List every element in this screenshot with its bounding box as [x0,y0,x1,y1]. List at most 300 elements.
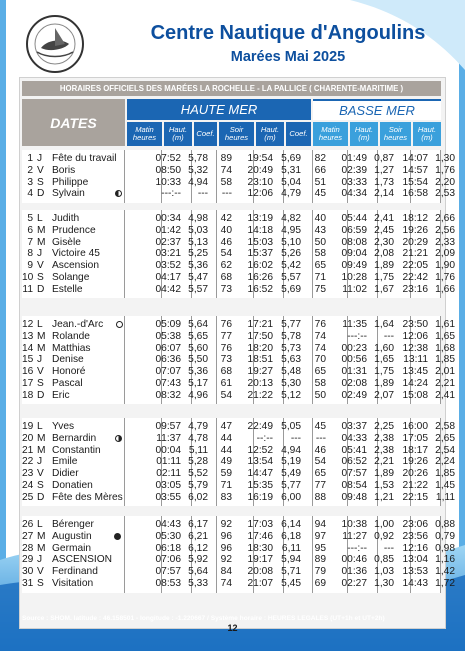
tide-value: 1,16 [435,554,455,566]
tide-value: 4,79 [188,421,208,432]
source-note: Source : SHOM. latitude : 46.158501 - longitude : -1.220667 / Système horaire : HEURES LEGALES (UT+1h et UT+2h) [22,615,385,622]
tide-value: 04:33 [341,432,367,444]
day-number: 17 [22,377,34,389]
tide-value: 20:08 [247,566,273,577]
tide-value: 05:44 [341,213,367,224]
tide-row [22,176,455,189]
day-number: 1 [27,153,33,164]
saint-name: Bérenger [52,519,94,530]
tide-row [22,530,455,543]
tide-value: 6,00 [281,491,301,503]
tide-row [22,542,455,555]
tide-value: 17:21 [247,319,273,330]
day-number: 25 [22,491,34,503]
tide-value: 09:57 [155,421,181,432]
tide-value: 10:38 [341,519,367,530]
weekday-letter: M [37,542,46,554]
tide-value: 07:07 [155,366,181,377]
tide-value: 14:18 [247,224,273,236]
tide-value: 2,45 [374,224,394,236]
tide-value: 03:37 [341,421,367,432]
tide-value: 05:09 [155,319,181,330]
weekday-letter: V [37,468,44,479]
tide-value: 6,12 [188,542,208,554]
tide-value: 13:04 [402,554,428,566]
tide-value: 1,68 [435,342,455,354]
saint-name: Solange [52,271,90,283]
tide-value: 22:49 [247,421,273,432]
day-number: 2 [27,164,33,176]
tide-value: 23:50 [402,319,428,330]
tide-value: 13:11 [403,354,428,366]
tide-row [22,330,455,343]
tide-value: 23:56 [402,530,428,542]
saint-name: Visitation [52,577,94,589]
weekday-letter: M [37,236,46,248]
tide-value: 5,71 [281,566,301,577]
tide-value: 62 [220,260,232,271]
tide-row [22,153,455,165]
tide-value: 4,96 [188,389,208,401]
tide-value: 0,87 [374,153,394,164]
tide-value: 82 [314,153,326,164]
tide-value: 18:30 [247,542,273,554]
tide-value: 2,38 [374,444,394,456]
tide-value: 14:43 [402,577,428,589]
hm-coef-header: Coef. [194,122,217,146]
tide-value: 15:54 [402,176,428,188]
day-number: 21 [22,444,34,456]
tide-value: 5,25 [188,248,208,260]
tide-value: 12:06 [247,188,273,200]
tide-value: 5,36 [188,260,208,271]
tide-row [22,188,455,200]
tide-value: 16:19 [247,491,273,503]
hm-haut2-header: Haut. (m) [256,122,284,146]
saint-name: Emile [52,456,78,468]
day-number: 14 [22,342,34,354]
tide-value: 1,73 [374,176,394,188]
tide-value: 15:08 [402,389,428,401]
tide-value: 6,02 [188,491,208,503]
tide-value: 96 [220,542,232,554]
day-number: 30 [22,566,34,577]
tide-row [22,260,455,272]
tide-value: 44 [220,444,232,456]
tide-value: 09:04 [341,248,367,260]
weekday-letter: S [37,479,44,491]
tide-value: 5,78 [281,330,301,342]
day-number: 9 [27,260,33,271]
tide-value: 49 [220,456,232,468]
tide-row [22,319,455,331]
tide-row [22,354,455,366]
tide-value: 23:06 [402,519,428,530]
tide-value: 00:34 [155,213,181,224]
tide-value: 17:03 [247,519,273,530]
tide-value: 50 [314,389,326,401]
tide-value: 40 [314,213,326,224]
tide-value: 89 [220,153,232,164]
weekday-letter: J [37,153,43,164]
tide-value: 2,41 [435,389,455,401]
tide-value: 1,27 [374,164,394,176]
tide-row [22,283,455,296]
tide-value: 14:47 [247,468,273,479]
tide-value: 54 [314,456,326,468]
tide-value: 4,95 [281,224,301,236]
tide-value: 06:59 [341,224,367,236]
tide-value: 5,13 [188,236,208,248]
tide-value: 95 [314,542,326,554]
tide-row [22,271,455,284]
tide-value: ---:-- [347,542,367,554]
tide-value: 10:33 [155,176,181,188]
tide-row [22,224,455,237]
tide-value: 46 [314,444,326,456]
tide-value: 1,61 [435,319,455,330]
tide-value: 5,28 [188,456,208,468]
day-number: 18 [22,389,34,401]
tide-value: 22:42 [402,271,428,283]
tide-value: 4,94 [188,176,208,188]
tide-value: 5,03 [188,224,208,236]
tide-value: 2,24 [435,456,455,468]
tide-value: 13:53 [402,566,428,577]
tide-value: 43 [314,224,326,236]
day-number: 20 [22,432,34,444]
tide-value: 5,92 [188,554,208,566]
tide-value: 5,77 [281,479,301,491]
tide-value: 02:08 [341,377,367,389]
tide-value: 1,21 [374,491,394,503]
tide-value: 5,49 [281,468,301,479]
tide-value: 73 [220,354,232,366]
tide-row [22,479,455,492]
tide-value: --- [383,542,394,554]
tide-value: 5,10 [281,236,301,248]
tide-value: 08:32 [155,389,181,401]
tide-value: 03:33 [341,176,367,188]
tide-value: 47 [220,421,232,432]
week-block [22,516,455,593]
tide-value: 19:54 [247,153,273,164]
tide-value: 1,64 [374,319,394,330]
day-number: 7 [27,236,33,248]
tide-value: 15:37 [247,248,273,260]
moon-phase-icon [114,531,121,543]
tide-value: 14:24 [402,377,428,389]
tide-row [22,519,455,531]
tide-row [22,444,455,457]
tide-row [22,468,455,480]
weekday-letter: J [37,248,43,260]
day-number: 13 [22,330,34,342]
tide-value: 20:49 [247,164,273,176]
day-number: 3 [27,176,33,188]
tide-value: 16:58 [402,188,428,200]
tide-value: 58 [314,248,326,260]
tide-row [22,164,455,177]
saint-name: Augustin [52,530,92,542]
tide-value: 1,76 [435,164,455,176]
weekday-letter: J [37,456,43,468]
weekday-letter: M [37,330,46,342]
tide-value: 2,07 [374,389,394,401]
tide-value: 5,45 [281,577,301,589]
day-number: 6 [27,224,33,236]
tide-value: ---:-- [161,188,181,200]
saint-name: Fête du travail [52,153,117,164]
tide-value: 2,41 [374,213,394,224]
tide-value: 0,92 [374,530,394,542]
tide-value: 2,56 [435,224,455,236]
tide-value: 69 [314,577,326,589]
tide-value: 2,65 [435,432,455,444]
haute-mer-header: HAUTE MER [127,99,311,120]
tide-value: 22:15 [402,491,428,503]
tide-value: 68 [220,366,232,377]
tide-value: 45 [314,421,326,432]
tide-value: 61 [220,377,232,389]
tide-value: 44 [220,432,232,444]
weekday-letter: L [37,421,43,432]
day-number: 5 [27,213,33,224]
weekday-letter: L [37,213,43,224]
tide-value: 1,65 [374,354,394,366]
tide-row [22,554,455,566]
tide-value: 1,72 [435,577,455,589]
tide-value: 04:17 [155,271,181,283]
tide-row [22,342,455,355]
tide-value: 09:48 [341,491,367,503]
tide-value: 5,57 [188,283,208,295]
saint-name: Judith [52,213,80,224]
tide-value: 06:36 [155,354,181,366]
tide-value: 1,42 [435,566,455,577]
tide-value: 42 [220,213,232,224]
tide-value: 04:43 [155,519,181,530]
tide-value: 2,66 [435,213,455,224]
tide-row [22,432,455,445]
tide-value: 03:21 [155,248,181,260]
tide-value: 23:16 [402,283,428,295]
saint-name: Prudence [52,224,96,236]
tide-value: 1,60 [374,342,394,354]
tide-value: 58 [220,176,232,188]
tide-value: 51 [314,176,326,188]
weekday-letter: M [37,224,46,236]
tide-value: 01:31 [341,366,367,377]
tide-value: 2,09 [435,248,455,260]
saint-name: Donatien [52,479,93,491]
tide-value: 05:30 [155,530,181,542]
tide-value: 20:29 [402,236,428,248]
tide-value: 1,89 [374,468,394,479]
tide-value: 11:27 [342,530,367,542]
tide-value: 58 [314,377,326,389]
tide-value: 5,78 [188,153,208,164]
tide-row [22,456,455,468]
tide-value: 02:39 [341,164,367,176]
saint-name: Fête des Mères [52,491,123,503]
club-logo [25,14,85,74]
tide-value: 5,64 [188,319,208,330]
page-subtitle: Marées Mai 2025 [230,49,346,65]
saint-name: Constantin [52,444,101,456]
tide-value: 07:43 [155,377,181,389]
tide-value: 2,20 [435,176,455,188]
tide-value: 12:38 [402,342,428,354]
tide-value: 65 [314,260,326,271]
hm-haut-header: Haut. (m) [164,122,192,146]
tide-value: 2,33 [435,236,455,248]
tide-value: 1,03 [374,566,394,577]
day-number: 28 [22,542,34,554]
tide-value: 2,25 [374,421,394,432]
tide-value: 17:46 [247,530,273,542]
saint-name: Ferdinand [52,566,98,577]
tide-value: 75 [314,283,326,295]
saint-name: Sylvain [52,188,85,200]
tide-value: 5,52 [188,468,208,479]
tide-value: 5,31 [281,164,301,176]
tide-value: 76 [220,342,232,354]
tide-value: 45 [314,188,326,200]
tide-value: 11:37 [156,432,181,444]
tide-value: 74 [314,330,326,342]
tide-value: 05:38 [155,330,181,342]
tide-value: 1,85 [435,354,455,366]
saint-name: Bernardin [52,432,97,444]
tide-value: 2,21 [435,377,455,389]
tide-value: 20:13 [247,377,273,389]
bm-soir-header: Soir heures [380,122,411,146]
saint-name: Ascension [52,260,100,271]
tide-value: 06:07 [155,342,181,354]
tide-value: 70 [314,354,326,366]
tide-value: 71 [314,271,326,283]
week-block [22,418,455,506]
tide-value: 54 [220,248,232,260]
tide-value: 21:21 [402,248,428,260]
tide-row [22,389,455,402]
tide-value: 16:00 [402,421,428,432]
tide-value: 5,26 [281,248,301,260]
tide-value: ---:-- [347,330,367,342]
tide-value: 1,75 [374,271,394,283]
tide-value: 01:49 [341,153,367,164]
tide-value: 06:18 [155,542,181,554]
tide-value: 04:34 [341,188,367,200]
tide-value: 19:17 [247,554,273,566]
saint-name: Yves [52,421,75,432]
weekday-letter: V [37,164,44,176]
tide-value: 00:46 [341,554,367,566]
tide-value: 2,21 [374,456,394,468]
tide-value: 74 [220,164,232,176]
tide-value: 4,82 [281,213,301,224]
tide-value: 6,18 [281,530,301,542]
saint-name: Victoire 45 [52,248,100,260]
tide-row [22,213,455,225]
tide-row [22,248,455,260]
tide-value: 4,79 [281,188,301,200]
moon-phase-icon [115,188,122,200]
tide-value: 1,67 [374,283,394,295]
weekday-letter: M [37,342,46,354]
tide-value: --- [197,188,208,200]
day-number: 27 [22,530,34,542]
tide-row [22,377,455,390]
tide-value: 12:52 [247,444,273,456]
weekday-letter: S [37,271,44,283]
tide-value: 5,79 [188,479,208,491]
tide-value: 18:17 [402,444,428,456]
tide-value: 1,11 [435,491,455,503]
tide-value: 0,98 [435,542,455,554]
tide-value: 92 [220,554,232,566]
tide-value: 18:51 [247,354,273,366]
tide-value: 12:16 [402,542,428,554]
weekday-letter: L [37,319,43,330]
tide-value: 20:26 [402,468,428,479]
tide-value: 68 [220,271,232,283]
tide-value: 54 [220,389,232,401]
tide-value: 1,90 [435,260,455,271]
tide-value: 5,69 [281,153,301,164]
tide-value: 5,94 [281,554,301,566]
tide-value: 2,38 [374,432,394,444]
tide-value: 13:45 [402,366,428,377]
weekday-letter: M [37,444,46,456]
tide-value: 17:50 [247,330,273,342]
moon-phase-icon [115,433,122,445]
tide-row [22,491,455,504]
tide-value: 1,85 [435,468,455,479]
tide-value: 00:56 [341,354,367,366]
tide-value: 02:27 [341,577,367,589]
tide-value: 71 [220,479,232,491]
tide-value: 10:28 [341,271,367,283]
tide-value: 5,48 [281,366,301,377]
tide-value: 79 [314,566,326,577]
day-number: 19 [22,421,34,432]
saint-name: Didier [52,468,79,479]
tide-value: 00:04 [155,444,181,456]
day-number: 11 [22,283,33,295]
tide-value: 5,04 [281,176,301,188]
day-number: 15 [22,354,34,366]
tide-value: 4,78 [188,432,208,444]
basse-mer-header: BASSE MER [313,99,441,120]
tide-value: 0,85 [374,554,394,566]
weekday-letter: M [37,432,46,444]
day-number: 26 [22,519,34,530]
tide-value: 6,11 [281,542,301,554]
tide-value: 19:26 [402,224,428,236]
day-number: 22 [22,456,34,468]
tide-value: 06:52 [341,456,367,468]
tide-value: 1,65 [435,330,455,342]
tide-value: --- [221,188,232,200]
saint-name: Rolande [52,330,90,342]
weekday-letter: J [37,354,43,366]
tide-value: 5,50 [188,354,208,366]
saint-name: Jean.-d'Arc [52,319,104,330]
tide-value: 40 [220,224,232,236]
day-number: 10 [22,271,34,283]
